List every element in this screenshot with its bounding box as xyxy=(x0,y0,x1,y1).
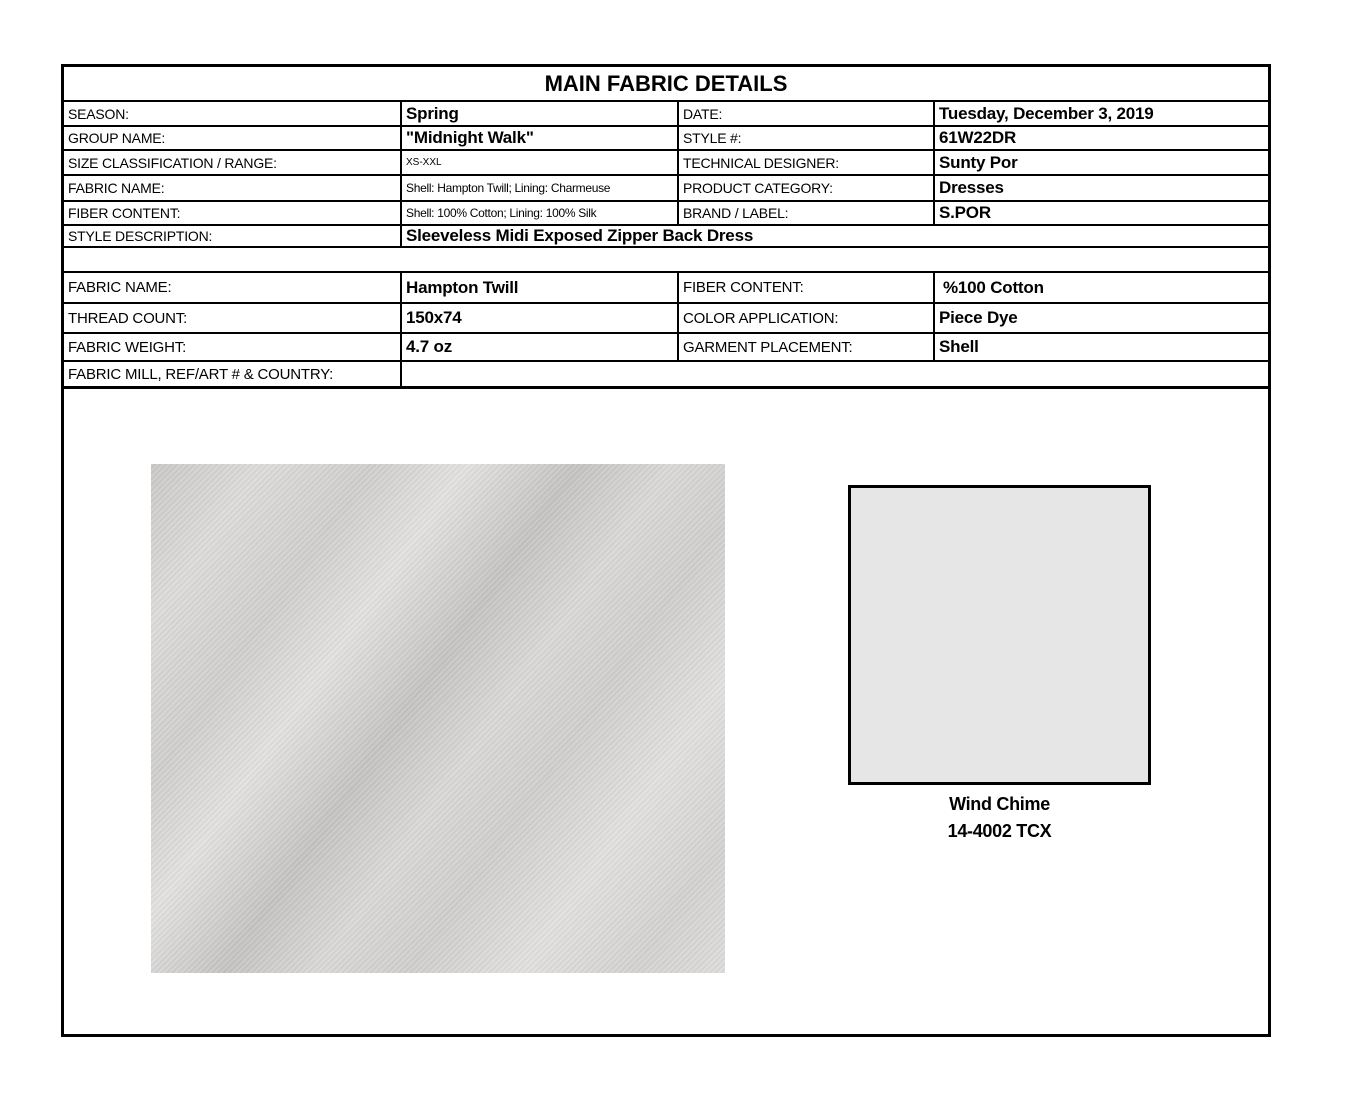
season-label: SEASON: xyxy=(68,105,129,122)
row-fabric-weight xyxy=(64,334,1268,362)
product-category-value: Dresses xyxy=(933,176,1268,200)
fabric-name-label: FABRIC NAME: xyxy=(68,180,165,196)
style-number-value: 61W22DR xyxy=(933,127,1268,149)
group-label: GROUP NAME: xyxy=(68,130,166,146)
row-fabric-mill xyxy=(64,362,1268,389)
color-chip-name: Wind Chime xyxy=(949,794,1050,814)
fabric-weight-label: FABRIC WEIGHT: xyxy=(68,338,187,356)
row-season xyxy=(64,102,1268,127)
garment-placement-label: GARMENT PLACEMENT: xyxy=(677,334,933,360)
brand-label: BRAND / LABEL: xyxy=(677,202,933,224)
technical-designer-label: TECHNICAL DESIGNER: xyxy=(677,151,933,174)
fabric-weight-value: 4.7 oz xyxy=(400,334,677,360)
row-fabric-name xyxy=(64,176,1268,202)
fabric-detail-name-label: FABRIC NAME: xyxy=(68,279,172,296)
fabric-detail-fiber-label: FIBER CONTENT: xyxy=(677,273,933,302)
row-style-description xyxy=(64,226,1268,248)
brand-value: S.POR xyxy=(933,202,1268,224)
technical-designer-value: Sunty Por xyxy=(933,151,1268,174)
season-value: Spring xyxy=(400,102,677,125)
style-description-value: Sleeveless Midi Exposed Zipper Back Dress xyxy=(400,226,1268,246)
row-group xyxy=(64,127,1268,151)
row-fiber xyxy=(64,202,1268,226)
sheet-title: MAIN FABRIC DETAILS xyxy=(544,70,788,96)
fabric-mill-label: FABRIC MILL, REF/ART # & COUNTRY: xyxy=(68,365,334,383)
color-chip-swatch xyxy=(848,485,1151,785)
fabric-detail-fiber-value: %100 Cotton xyxy=(933,273,1268,302)
color-application-label: COLOR APPLICATION: xyxy=(677,304,933,332)
fabric-detail-name-value: Hampton Twill xyxy=(400,273,677,302)
group-value: "Midnight Walk" xyxy=(400,127,677,149)
fabric-name-value: Shell: Hampton Twill; Lining: Charmeuse xyxy=(400,176,677,200)
fiber-content-value: Shell: 100% Cotton; Lining: 100% Silk xyxy=(400,202,677,224)
fabric-swatch-image xyxy=(151,464,725,973)
row-fabric-detail-name xyxy=(64,273,1268,304)
garment-placement-value: Shell xyxy=(933,334,1268,360)
color-application-value: Piece Dye xyxy=(933,304,1268,332)
thread-count-label: THREAD COUNT: xyxy=(68,309,188,327)
date-label: DATE: xyxy=(677,102,933,125)
fabric-mill-value xyxy=(400,362,1268,386)
title-row xyxy=(64,67,1268,102)
size-value: XS-XXL xyxy=(400,151,677,174)
fabric-spec-sheet xyxy=(61,64,1271,1037)
product-category-label: PRODUCT CATEGORY: xyxy=(677,176,933,200)
fiber-content-label: FIBER CONTENT: xyxy=(68,205,181,221)
row-thread-count xyxy=(64,304,1268,334)
thread-count-value: 150x74 xyxy=(400,304,677,332)
color-chip-code: 14-4002 TCX xyxy=(947,821,1052,841)
date-value: Tuesday, December 3, 2019 xyxy=(933,102,1268,125)
size-label: SIZE CLASSIFICATION / RANGE: xyxy=(68,154,277,171)
style-number-label: STYLE #: xyxy=(677,127,933,149)
row-size xyxy=(64,151,1268,176)
spacer-row xyxy=(64,248,1268,273)
style-description-label: STYLE DESCRIPTION: xyxy=(68,228,213,244)
